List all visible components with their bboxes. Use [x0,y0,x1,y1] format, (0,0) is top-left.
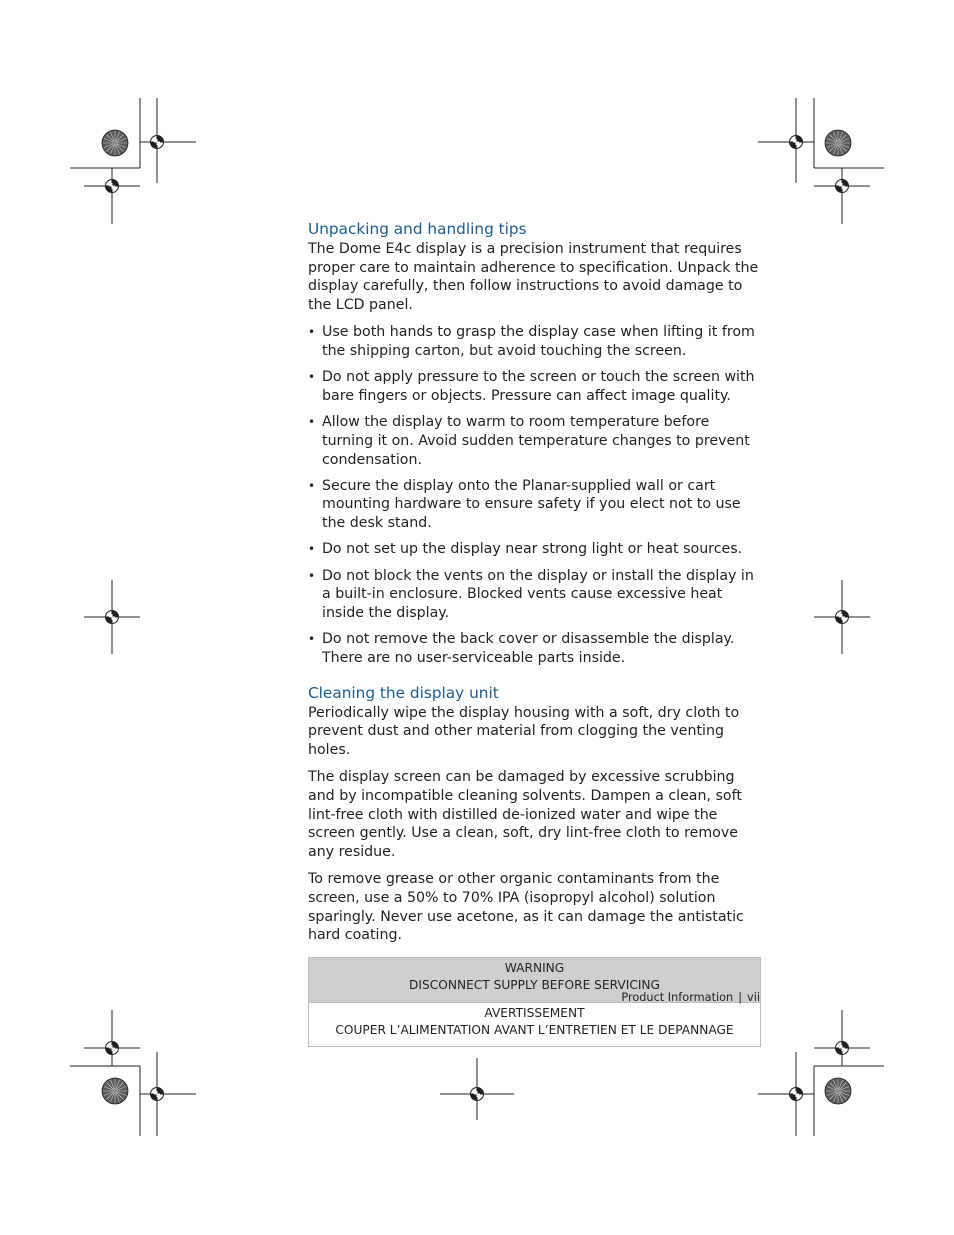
list-item: • Do not apply pressure to the screen or touch the screen with bare fingers or objects. Pressure can affect image quality. [308,368,760,405]
warning-row-french [309,1002,760,1046]
list-item: • Use both hands to grasp the display case when lifting it from the shipping carton, but avoid touching the screen. [308,323,760,360]
footer-section-name: Product Information [621,991,734,1004]
section-cleaning [308,683,760,945]
page-footer [560,990,760,1006]
intro-paragraph: The Dome E4c display is a precision instrument that requires proper care to maintain adherence to specification. Unpack the display carefully, then follow instructions to avoid damage to the LCD panel. [308,241,759,314]
warning-title: AVERTISSEMENT [484,1006,585,1020]
paragraph: To remove grease or other organic contaminants from the screen, use a 50% to 70% IPA (isopropyl alcohol) solution sparingly. Never use acetone, as it can damage the antistatic hard coating. [308,871,744,944]
section-heading: Unpacking and handling tips [308,220,527,238]
paragraph: The display screen can be damaged by excessive scrubbing and by incompatible cleaning solvents. Dampen a clean, soft lint-free cloth with distilled de-ionized water and wipe the screen gently. Use a clean, soft, dry lint-free cloth to remove any residue. [308,769,742,860]
page-content [308,219,760,1047]
warning-title: WARNING [504,961,565,975]
list-item: • Do not remove the back cover or disassemble the display. There are no user-serviceable parts inside. [308,630,760,667]
list-item: • Allow the display to warm to room temperature before turning it on. Avoid sudden temperature changes to prevent condensation. [308,413,760,469]
section-heading: Cleaning the display unit [308,683,499,702]
list-item: • Do not block the vents on the display or install the display in a built-in enclosure. Blocked vents cause excessive heat inside the display. [308,567,760,623]
footer-separator: | [738,991,743,1004]
list-item: • Secure the display onto the Planar-supplied wall or cart mounting hardware to ensure safety if you elect not to use the desk stand. [308,477,760,533]
section-unpacking [308,219,760,668]
paragraph: Periodically wipe the display housing with a soft, dry cloth to prevent dust and other material from clogging the venting holes. [308,704,740,758]
warning-text: COUPER L’ALIMENTATION AVANT L’ENTRETIEN ET LE DEPANNAGE [335,1023,734,1037]
list-item: • Do not set up the display near strong light or heat sources. [308,540,760,559]
warning-text: DISCONNECT SUPPLY BEFORE SERVICING [409,978,660,992]
page-number: vii [747,991,760,1004]
handling-tips-list [308,323,760,667]
